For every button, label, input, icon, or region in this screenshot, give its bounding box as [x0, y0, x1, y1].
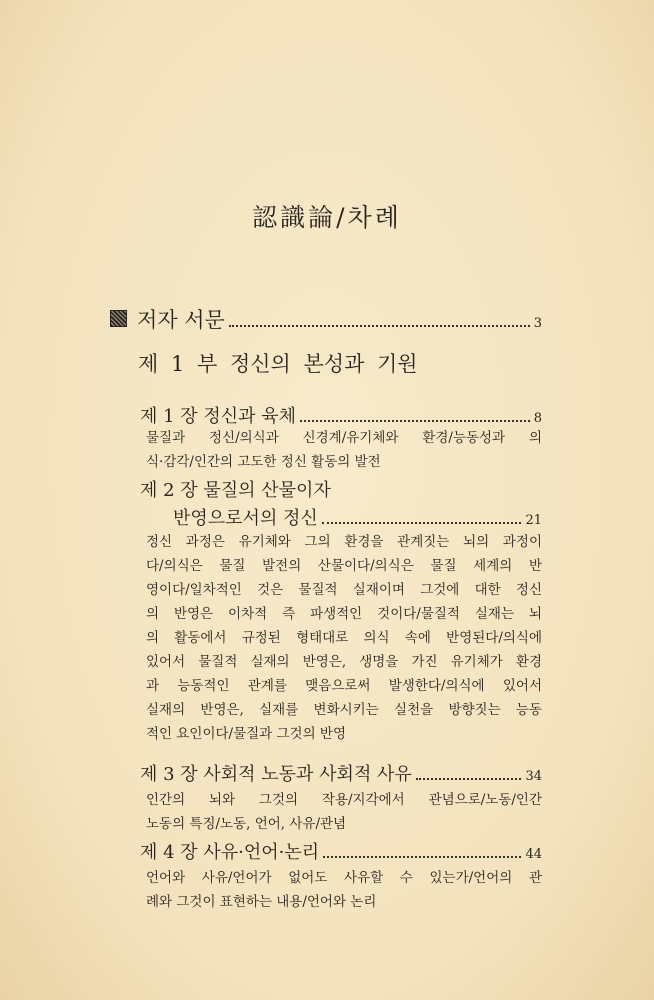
summary-line: 정신 과정은 유기체와 그의 환경을 관계짓는 뇌의 과정이	[146, 534, 542, 550]
square-bullet-icon	[110, 310, 127, 327]
page-title: 認識論/차례	[252, 203, 402, 232]
summary-line: 례와 그것이 표현하는 내용/언어와 논리	[146, 894, 377, 910]
summary-line: 실재의 반영은, 실재를 변화시키는 실천을 방향짓는 능동	[146, 702, 542, 718]
chapter-4-summary	[146, 866, 542, 914]
entry-label: 제 4 장 사유·언어·논리	[140, 842, 320, 863]
page-number: 3	[533, 316, 542, 331]
summary-line: 과 능동적인 관계를 맺음으로써 발생한다/의식에 있어서	[146, 678, 542, 694]
summary-line: 적인 요인이다/물질과 그것의 반영	[146, 726, 346, 742]
page-number: 21	[525, 513, 542, 528]
toc-entry-preface	[110, 304, 542, 334]
dot-leader	[229, 325, 530, 327]
chapter-1-summary	[146, 426, 542, 474]
summary-line: 다/의식은 물질 발전의 산물이다/의식은 물질 세계의 반	[146, 558, 542, 574]
summary-line: 인간의 뇌와 그것의 작용/지각에서 관념으로/노동/인간	[146, 792, 542, 808]
summary-line: 영이다/일차적인 것은 물질적 실재이며 그것에 대한 정신	[146, 582, 542, 598]
entry-label: 제 1 장 정신과 육체	[140, 406, 297, 427]
chapter-3-summary	[146, 788, 542, 836]
summary-line: 물질과 정신/의식과 신경계/유기체와 환경/능동성과 의	[146, 430, 542, 446]
dot-leader	[300, 420, 530, 422]
summary-line: 의 활동에서 규정된 형태대로 의식 속에 반영된다/의식에	[146, 630, 542, 646]
toc-entry-chapter-2	[140, 476, 542, 502]
entry-label: 제 2 장 물질의 산물이자	[140, 480, 331, 501]
summary-line: 식·감각/인간의 고도한 정신 활동의 발전	[146, 454, 381, 470]
chapter-2-summary	[146, 530, 542, 746]
dot-leader	[322, 522, 522, 524]
part-heading: 제 1 부 정신의 본성과 기원	[138, 352, 418, 376]
toc-entry-chapter-1	[140, 402, 542, 428]
entry-label: 저자 서문	[137, 308, 225, 332]
summary-line: 언어와 사유/언어가 없어도 사유할 수 있는가/언어의 관	[146, 870, 542, 886]
summary-line: 있어서 물질적 실재의 반영은, 생명을 가진 유기체가 환경	[146, 654, 542, 670]
summary-line: 노동의 특징/노동, 언어, 사유/관념	[146, 816, 347, 832]
toc-entry-chapter-4	[140, 838, 542, 864]
page-number: 44	[525, 847, 542, 862]
toc-entry-chapter-3	[140, 760, 542, 786]
toc-entry-chapter-2-cont	[173, 504, 542, 530]
page-number: 8	[533, 411, 542, 426]
entry-label: 반영으로서의 정신	[173, 508, 318, 529]
summary-line: 의 반영은 이차적 즉 파생적인 것이다/물질적 실재는 뇌	[146, 606, 542, 622]
page-number: 34	[525, 769, 542, 784]
dot-leader	[416, 778, 522, 780]
dot-leader	[323, 856, 521, 858]
entry-label: 제 3 장 사회적 노동과 사회적 사유	[140, 764, 412, 785]
